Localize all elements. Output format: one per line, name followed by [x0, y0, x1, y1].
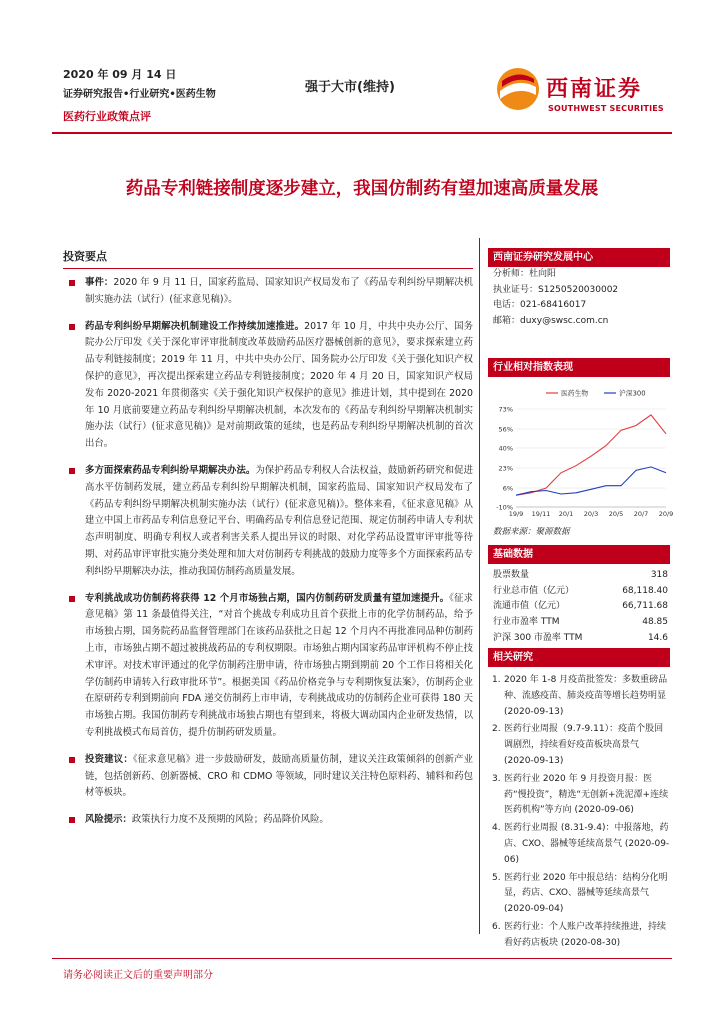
related-item-number: 3.	[492, 773, 501, 784]
investment-point-text: 2020 年 9 月 11 日，国家药监局、国家知识产权局发布了《药品专利纠纷早期解决机制实施办法（试行）(征求意见稿)》。	[85, 277, 473, 305]
footer-disclaimer[interactable]: 请务必阅读正文后的重要声明部分	[63, 970, 213, 981]
investment-point-label: 投资建议：	[85, 753, 133, 765]
company-logo-english: SOUTHWEST SECURITIES	[548, 104, 664, 113]
basics-row	[488, 615, 670, 631]
related-item[interactable]	[488, 920, 670, 952]
related-research	[488, 648, 670, 954]
y-tick-label: 23%	[498, 464, 513, 473]
investment-highlights	[63, 248, 473, 839]
related-list	[488, 673, 670, 952]
investment-point-text: 《征求意见稿》进一步鼓励研发，鼓励高质量仿制，建议关注政策倾斜的创新产业链，包括创新药、创新器械、CRO 和 CDMO 等领域，同时建议关注特色原料药、辅料和药包材等板块。	[85, 753, 473, 799]
basics-label: 行业总市值（亿元）	[493, 585, 575, 596]
basics-table	[488, 568, 670, 647]
investment-point-label: 专利挑战成功仿制药将获得 12 个月市场独占期，国内仿制药研发质量有望加速提升。	[85, 592, 450, 604]
investment-point-text: 《征求意见稿》第 11 条最值得关注，“对首个挑战专利成功且首个获批上市的化学仿制药品，给予市场独占期，国务院药品监督管理部门在该药品获批之日起 12 个月内不再批准同品种仿制药上市，市场独占期不超过被挑战药品的专利权期限。市场独占期内国家药品审评机构不停止技术审评。对技术审评通过的化学仿制药注册申请，待市场独占期到期前 20 个工作日将相关化学仿制药申请转入行政审批环节”。根据美国《药品价格竞争与专利期恢复法案》，仿制药企业在原研药专利到期前向 FDA 递交仿制药上市申请，专利挑战成功的仿制药企业可获得 180 天市场独占期。我国仿制药专利挑战市场独占期也有望到来，将极大调动国内企业研发热情，以专利挑战模式布局首仿，提升仿制药研发质量。	[85, 592, 473, 738]
related-item-text: 医药行业：个人账户改革持续推进，持续看好药店板块 (2020-08-30)	[504, 921, 667, 948]
series-line-pharma	[516, 415, 666, 495]
x-tick-label: 19/11	[531, 510, 551, 518]
basics-label: 流通市值（亿元）	[493, 601, 566, 612]
investment-point	[63, 275, 473, 309]
basic-data	[488, 545, 670, 647]
investment-point-label: 多方面探索药品专利纠纷早期解决办法。	[85, 464, 256, 476]
analyst-phone: 电话：021-68416017	[493, 300, 587, 310]
related-item-text: 医药行业 2020 年 9 月投资月报：医药“慢投资”，精选“无创新+洗泥潭+连续医药机构”等方向 (2020-09-06)	[504, 773, 669, 816]
related-item[interactable]	[488, 722, 670, 769]
related-item-number: 1.	[492, 675, 501, 685]
related-item[interactable]	[488, 673, 670, 720]
basics-value: 48.85	[642, 617, 668, 628]
investment-point	[63, 752, 473, 802]
footer-divider	[52, 958, 672, 959]
related-item-text: 医药行业 2020 年中报总结：结构分化明显，药店、CXO、器械等延续高景气 (2020-09-04)	[504, 872, 668, 915]
x-tick-label: 20/5	[608, 510, 624, 518]
investment-point	[63, 319, 473, 453]
basics-label: 股票数量	[493, 570, 530, 580]
related-item[interactable]	[488, 772, 670, 819]
y-tick-label: 56%	[498, 425, 513, 434]
series-line-hs300	[516, 467, 666, 495]
related-item-text: 2020 年 1-8 月疫苗批签发：多数重磅品种、流感疫苗、肺炎疫苗等增长趋势明显 (2020-09-13)	[504, 675, 668, 717]
analyst-name: 分析师：杜向阳	[493, 269, 557, 279]
investment-point-text: 政策执行力度不及预期的风险；药品降价风险。	[131, 814, 329, 826]
basics-label: 行业市盈率 TTM	[493, 617, 560, 628]
company-logo-icon	[496, 67, 540, 111]
report-category: 医药行业政策点评	[63, 110, 151, 123]
investment-point	[63, 812, 473, 829]
investment-heading: 投资要点	[63, 250, 107, 263]
y-tick-label: -10%	[496, 503, 513, 512]
basics-value: 318	[650, 570, 668, 580]
analyst-heading: 西南证券研究发展中心	[488, 248, 670, 267]
investment-rule	[63, 268, 473, 269]
investment-point-label: 药品专利纠纷早期解决机制建设工作持续加速推进。	[85, 320, 305, 332]
index-heading: 行业相对指数表现	[488, 358, 670, 377]
basics-row	[488, 584, 670, 600]
related-item-number: 2.	[492, 724, 501, 735]
investment-points	[63, 275, 473, 829]
industry-rating: 强于大市(维持)	[305, 80, 395, 95]
legend-label: 医药生物	[561, 389, 589, 398]
analyst-email[interactable]: 邮箱：duxy@swsc.com.cn	[493, 315, 609, 326]
basics-row	[488, 599, 670, 615]
related-item-number: 6.	[492, 921, 501, 932]
basics-heading: 基础数据	[488, 545, 670, 564]
investment-point-text: 为保护药品专利权人合法权益，鼓励新药研究和促进高水平仿制药发展，建立药品专利纠纷早期解决机制，国家药监局、国家知识产权局发布了《药品专利纠纷早期解决机制实施办法（试行）(征求意见稿)》。整体来看，《征求意见稿》从建立中国上市药品专利信息登记平台、明确药品专利信息登记范围、规定仿制药申请人专利状态声明制度、明确专利权人或者利害关系人提出异议的时限、对化学药品设置审评审批等待期、对药品审评审批实施分类处理和加大对仿制药专利挑战的鼓励力度等多个方面探索药品专利纠纷早期解决办法，推动我国仿制药高质量发展。	[85, 464, 473, 577]
investment-point	[63, 463, 473, 581]
basics-label: 沪深 300 市盈率 TTM	[493, 632, 583, 643]
investment-point-label: 风险提示：	[85, 814, 132, 826]
analyst-license: 执业证号：S1250520030002	[493, 284, 619, 295]
related-item-text: 医药行业周报 (8.31-9.4)：中报落地，药店、CXO、器械等延续高景气 (2020-09-06)	[504, 823, 670, 865]
y-tick-label: 40%	[498, 444, 513, 453]
related-item-text: 医药行业周报（9.7-9.11）：疫苗个股回调剧烈，持续看好疫苗板块高景气 (2020-09-13)	[504, 724, 664, 766]
company-logo-text: 西南证券	[546, 76, 643, 102]
x-tick-label: 20/7	[633, 510, 649, 518]
x-tick-label: 19/9	[508, 510, 524, 518]
index-chart	[488, 383, 674, 523]
related-item[interactable]	[488, 871, 670, 918]
x-tick-label: 20/1	[558, 510, 574, 518]
legend-label: 沪深300	[619, 389, 646, 398]
chart-source: 数据来源：聚源数据	[493, 527, 570, 537]
x-tick-label: 20/3	[583, 510, 599, 518]
report-date: 2020 年 09 月 14 日	[63, 68, 177, 81]
header-divider	[52, 132, 672, 134]
analyst-box	[488, 248, 670, 329]
related-item[interactable]	[488, 821, 670, 868]
investment-point-text: 2017 年 10 月，中共中央办公厅、国务院办公厅印发《关于深化审评审批制度改革鼓励药品医疗器械创新的意见》，要求探索建立药品专利链接制度；2019 年 11 月，中共中央办公厅、国务院办公厅印发《关于强化知识产权保护的意见》，再次提出探索建立药品专利链接制度；2020 年 4 月 20 日，国家知识产权局发布 2020-2021 年贯彻落实《关于强化知识产权保护的意见》推进计划，其中提到在 2020 年 10 月底前要建立药品专利纠纷早期解决机制，本次发布的《药品专利纠纷早期解决机制实施办法（试行）(征求意见稿)》是对前期政策的延续，也是药品专利纠纷早期解决机制的首次出台。	[85, 320, 473, 450]
investment-point	[63, 591, 473, 742]
column-divider	[479, 238, 480, 934]
investment-point-label: 事件：	[85, 277, 114, 288]
related-heading: 相关研究	[488, 648, 670, 667]
basics-row	[488, 568, 670, 584]
x-tick-label: 20/9	[658, 510, 674, 518]
basics-value: 68,118.40	[622, 585, 668, 596]
y-tick-label: 6%	[502, 484, 513, 493]
report-title: 药品专利链接制度逐步建立，我国仿制药有望加速高质量发展	[125, 179, 599, 199]
related-item-number: 5.	[492, 872, 501, 883]
basics-value: 14.6	[647, 632, 668, 643]
basics-row	[488, 631, 670, 647]
basics-value: 66,711.68	[622, 601, 668, 612]
report-series: 证券研究报告•行业研究•医药生物	[63, 89, 216, 100]
related-item-number: 4.	[492, 823, 501, 834]
index-performance	[488, 358, 674, 537]
y-tick-label: 73%	[498, 405, 513, 414]
